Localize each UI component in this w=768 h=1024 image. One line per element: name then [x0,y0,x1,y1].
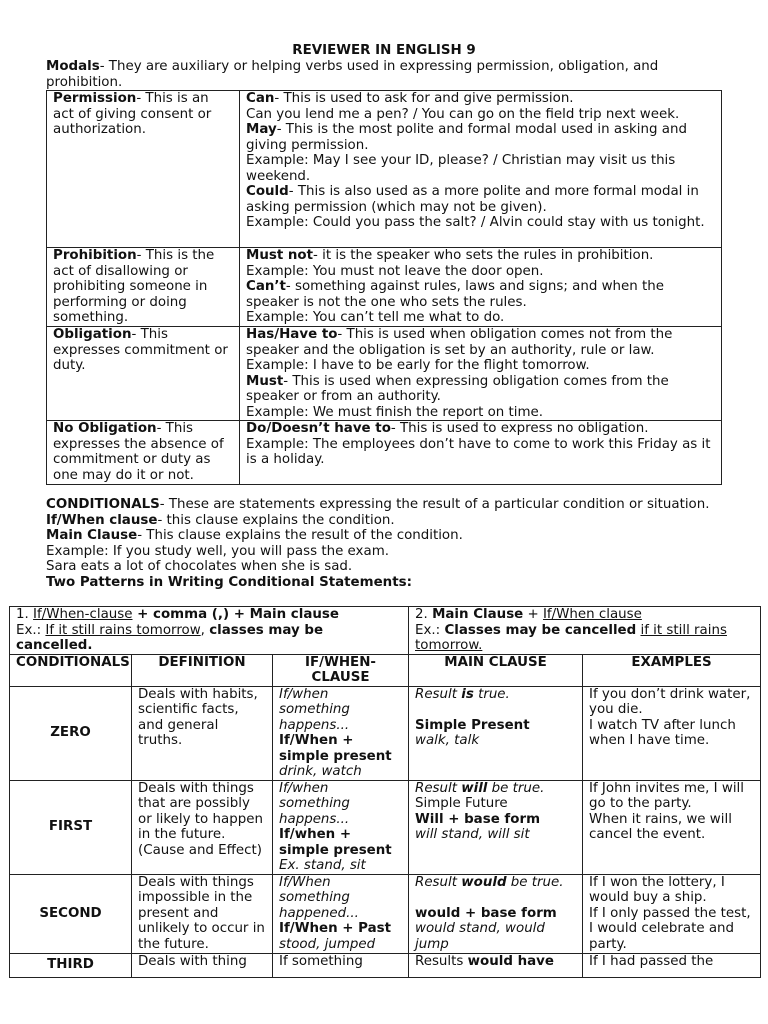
table-row [10,686,761,780]
category-cell [47,91,240,248]
examples-cell: If you don’t drink water, you die. I watch TV after lunch when I have time. [583,686,761,780]
header-cell: DEFINITION [132,654,273,686]
row-label: SECOND [10,874,132,953]
modals-intro [46,59,726,90]
entry: Example: You can’t tell me what to do. [246,310,505,325]
modals-term: Modals [46,59,100,74]
entry: Example: May I see your ID, please? / Christian may visit us this weekend. [246,153,676,184]
modals-row-obligation [47,327,722,421]
entry: Must not- it is the speaker who sets the rules in prohibition. [246,248,654,263]
entry: Can’t- something against rules, laws and signs; and when the speaker is not the one who sets the rules. [246,279,665,310]
definition-cell: Deals with things that are possibly or likely to happen in the future. (Cause and Effect) [132,780,273,874]
modals-intro-text: - They are auxiliary or helping verbs used in expressing permission, obligation, and prohibition. [46,59,659,90]
examples-cell: If I had passed the [583,953,761,977]
definition-cell: Deals with habits, scientific facts, and general truths. [132,686,273,780]
header-cell: MAIN CLAUSE [409,654,583,686]
modals-row-prohibition [47,248,722,327]
header-cell: CONDITIONALS [10,654,132,686]
entry: Example: We must finish the report on time. [246,404,544,420]
examples-cell: If John invites me, I will go to the party. When it rains, we will cancel the event. [583,780,761,874]
table-row [10,874,761,953]
entry: Example: I have to be early for the flight tomorrow. [246,358,590,373]
entry: Do/Doesn’t have to- This is used to express no obligation. [246,421,649,436]
modals-row-no-obligation [47,421,722,485]
patterns-row [10,607,761,655]
row-label: THIRD [10,953,132,977]
header-row [10,654,761,686]
entry: Can- This is used to ask for and give permission. [246,91,574,106]
main-cell: Result is true. Simple Present walk, talk [409,686,583,780]
ifwhen-cell: If/When something happened... If/When + Past stood, jumped [273,874,409,953]
conditionals-table [9,606,761,978]
row-label: FIRST [10,780,132,874]
example-line: Sara eats a lot of chocolates when she is sad. [46,559,353,574]
examples-cell: If I won the lottery, I would buy a ship. If I only passed the test, I would celebrate and party. [583,874,761,953]
category-term: Permission [53,91,137,106]
ifwhen-cell: If/when something happens... If/When + simple present drink, watch [273,686,409,780]
description-cell [240,91,722,248]
category-cell: Obligation- This expresses commitment or duty. [47,327,240,421]
example-line: Example: If you study well, you will pass the exam. [46,543,389,559]
table-row [10,780,761,874]
entry: Could- This is also used as a more polite and more formal modal in asking permission (which may not be given). [246,184,699,215]
entry: Must- This is used when expressing obligation comes from the speaker or from an authority. [246,373,669,404]
header-cell: EXAMPLES [583,654,761,686]
ifwhen-cell: If something [273,953,409,977]
main-cell: Result would be true. would + base form would stand, would jump [409,874,583,953]
patterns-heading: Two Patterns in Writing Conditional Statements: [46,574,412,590]
table-row [10,953,761,977]
entry: May- This is the most polite and formal modal used in asking and giving permission. [246,122,687,153]
entry: Example: The employees don’t have to come to work this Friday as it is a holiday. [246,436,711,467]
page-title: REVIEWER IN ENGLISH 9 [292,43,476,58]
ifwhen-clause-def: If/When clause- this clause explains the condition. [46,512,395,528]
description-cell [240,421,722,485]
description-cell [240,248,722,327]
modals-table [46,90,722,485]
entry: Can you lend me a pen? / You can go on the field trip next week. [246,106,680,122]
category-cell: No Obligation- This expresses the absence of commitment or duty as one may do it or not. [47,421,240,485]
header-cell: IF/WHEN-CLAUSE [273,654,409,686]
definition-cell: Deals with things impossible in the present and unlikely to occur in the future. [132,874,273,953]
ifwhen-cell: If/when something happens... If/when + simple present Ex. stand, sit [273,780,409,874]
pattern-1: 1. If/When-clause + comma (,) + Main clause Ex.: If it still rains tomorrow, classes may be cancelled. [10,607,409,655]
entry: Has/Have to- This is used when obligation comes not from the speaker and the obligation is set by an authority, rule or law. [246,327,673,358]
pattern-2: 2. Main Clause + If/When clause Ex.: Classes may be cancelled if it still rains tomorrow. [409,607,761,655]
row-label: ZERO [10,686,132,780]
category-def: - This is an act of giving consent or authorization. [53,91,212,137]
main-clause-def: Main Clause- This clause explains the result of the condition. [46,528,463,543]
definition-cell: Deals with thing [132,953,273,977]
entry: Example: You must not leave the door open. [246,263,544,279]
description-cell [240,327,722,421]
category-cell: Prohibition- This is the act of disallowing or prohibiting someone in performing or doing something. [47,248,240,327]
main-cell: Result will be true. Simple Future Will + base form will stand, will sit [409,780,583,874]
conditionals-section [46,497,726,590]
conditionals-intro: CONDITIONALS- These are statements expressing the result of a particular condition or situation. [46,497,710,512]
modals-row-permission [47,91,722,248]
entry: Example: Could you pass the salt? / Alvin could stay with us tonight. [246,215,705,230]
main-cell: Results would have [409,953,583,977]
